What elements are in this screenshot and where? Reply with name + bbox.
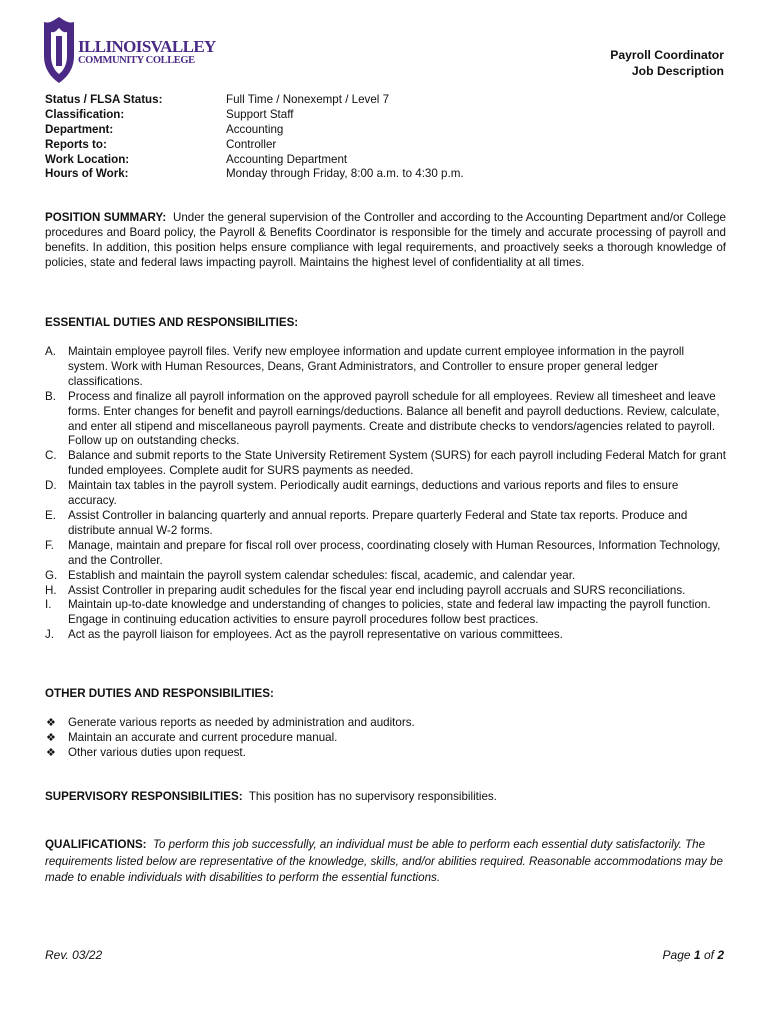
- logo-line1: ILLINOISVALLEY: [78, 37, 216, 56]
- qualifications-heading: QUALIFICATIONS:: [45, 838, 147, 851]
- duty-marker: I.: [45, 598, 52, 612]
- other-duty-text: Other various duties upon request.: [68, 745, 246, 759]
- duty-marker: B.: [45, 389, 56, 403]
- duty-marker: D.: [45, 479, 57, 493]
- duty-item: [45, 628, 726, 643]
- diamond-bullet-icon: ❖: [46, 746, 56, 759]
- job-title: Payroll Coordinator: [610, 48, 724, 62]
- duty-marker: A.: [45, 345, 56, 358]
- info-value: Support Staff: [226, 107, 294, 121]
- essential-duties-heading: ESSENTIAL DUTIES AND RESPONSIBILITIES:: [45, 316, 299, 329]
- duty-text: Maintain up-to-date knowledge and understanding of changes to policies, state and federal law impacting the payroll function. Engage in continuing education activities to ensure payroll procedures follow best practices.: [68, 598, 711, 627]
- college-emblem-icon: [42, 16, 76, 84]
- supervisory-text: This position has no supervisory responsibilities.: [248, 790, 497, 803]
- qualifications-section: [45, 837, 726, 887]
- duty-item: [45, 449, 726, 479]
- duty-text: Balance and submit reports to the State University Retirement System (SURS) for each payroll including Federal Match for grant funded employees. Complete audit for SURS payments as needed.: [68, 449, 726, 478]
- revision-label: Rev. 03/22: [45, 948, 103, 962]
- info-label: Classification:: [45, 107, 125, 121]
- info-label: Status / FLSA Status:: [45, 93, 163, 106]
- duty-marker: E.: [45, 508, 56, 522]
- duty-marker: F.: [45, 538, 55, 552]
- duty-item: [45, 539, 726, 569]
- position-summary-text: Under the general supervision of the Controller and according to the Accounting Department and/or College procedures and Board policy, the Payroll & Benefits Coordinator is responsible for the timely and accurate processing of payroll and benefits. In addition, this position helps ensure compliance with legal requirements, and proactively seeks a thorough knowledge of policies, state and federal laws impacting payroll. Maintains the highest level of confidentiality at all times.: [45, 211, 726, 269]
- supervisory-section: [45, 790, 726, 805]
- duty-item: [45, 509, 726, 539]
- info-label: Work Location:: [45, 152, 130, 166]
- document-type: Job Description: [631, 64, 724, 78]
- other-duty-text: Generate various reports as needed by administration and auditors.: [68, 716, 415, 729]
- other-duty-item: [45, 731, 726, 746]
- duty-marker: J.: [45, 628, 55, 642]
- document-header: [610, 47, 724, 79]
- page-current: 1: [693, 948, 701, 962]
- duty-marker: G.: [45, 568, 58, 582]
- other-duty-text: Maintain an accurate and current procedure manual.: [68, 730, 338, 744]
- duty-marker: C.: [45, 449, 57, 463]
- duty-text: Act as the payroll liaison for employees. Act as the payroll representative on various committees.: [68, 628, 563, 642]
- duty-item: [45, 569, 726, 584]
- page-number: [663, 948, 724, 963]
- info-label: Department:: [45, 122, 114, 136]
- college-logo: [42, 16, 216, 86]
- supervisory-heading: SUPERVISORY RESPONSIBILITIES:: [45, 790, 243, 803]
- position-summary-heading: POSITION SUMMARY:: [45, 211, 167, 224]
- duty-text: Assist Controller in balancing quarterly and annual reports. Prepare quarterly Federal and State tax reports. Produce and distribute annual W-2 forms.: [68, 508, 688, 537]
- essential-duties-list: [45, 345, 726, 643]
- duty-item: [45, 479, 726, 509]
- duty-text: Maintain employee payroll files. Verify new employee information and update current employee information in the payroll system. Work with Human Resources, Deans, Grant Administrators, and Controller to ensure proper general ledger classifications.: [68, 345, 685, 388]
- duty-text: Manage, maintain and prepare for fiscal roll over process, coordinating closely with Human Resources, Information Technology, and the Controller.: [68, 538, 721, 567]
- info-value: Accounting Department: [226, 152, 348, 166]
- other-duties-heading: OTHER DUTIES AND RESPONSIBILITIES:: [45, 687, 274, 700]
- other-duty-item: [45, 716, 726, 731]
- info-value: Controller: [226, 137, 277, 151]
- other-duties-list: [45, 716, 726, 761]
- position-summary: [45, 211, 726, 271]
- page-prefix: Page: [662, 948, 691, 962]
- duty-item: [45, 584, 726, 599]
- logo-line2: COMMUNITY COLLEGE: [78, 55, 195, 66]
- duty-marker: H.: [45, 583, 57, 597]
- qualifications-text: To perform this job successfully, an individual must be able to perform each essential duty satisfactorily. The requirements listed below are representative of the knowledge, skills, and/or abilities required. Reasonable accommodations may be made to enable individuals with disabilities to perform the essential functions.: [45, 838, 723, 884]
- duty-text: Assist Controller in preparing audit schedules for the fiscal year end including payroll accruals and SURS reconciliations.: [68, 583, 686, 597]
- duty-text: Maintain tax tables in the payroll system. Periodically audit earnings, deductions and various reports and files to ensure accuracy.: [68, 479, 679, 508]
- duty-item: [45, 598, 726, 628]
- info-label: Reports to:: [45, 137, 107, 151]
- duty-item: [45, 345, 726, 390]
- other-duty-item: [45, 746, 726, 761]
- duty-text: Establish and maintain the payroll system calendar schedules: fiscal, academic, and calendar year.: [68, 568, 576, 582]
- info-value: Full Time / Nonexempt / Level 7: [226, 93, 390, 106]
- info-value: Monday through Friday, 8:00 a.m. to 4:30 p.m.: [226, 167, 464, 181]
- info-value: Accounting: [226, 122, 284, 136]
- duty-text: Process and finalize all payroll information on the approved payroll schedule for all employees. Review all timesheet and leave forms. Enter changes for benefit and payroll earnings/deductions. Balance all benefit and payroll deductions. Review, calculate, and enter all stipend and miscellaneous payroll payments. Create and distribute checks to vendors/agencies related to payroll. Follow up on outstanding checks.: [68, 389, 720, 448]
- info-label: Hours of Work:: [45, 167, 129, 181]
- diamond-bullet-icon: ❖: [46, 717, 56, 729]
- logo-wordmark: [78, 38, 216, 67]
- page-of: of: [703, 948, 714, 962]
- page-total: 2: [717, 948, 724, 962]
- duty-item: [45, 390, 726, 450]
- diamond-bullet-icon: ❖: [46, 731, 56, 744]
